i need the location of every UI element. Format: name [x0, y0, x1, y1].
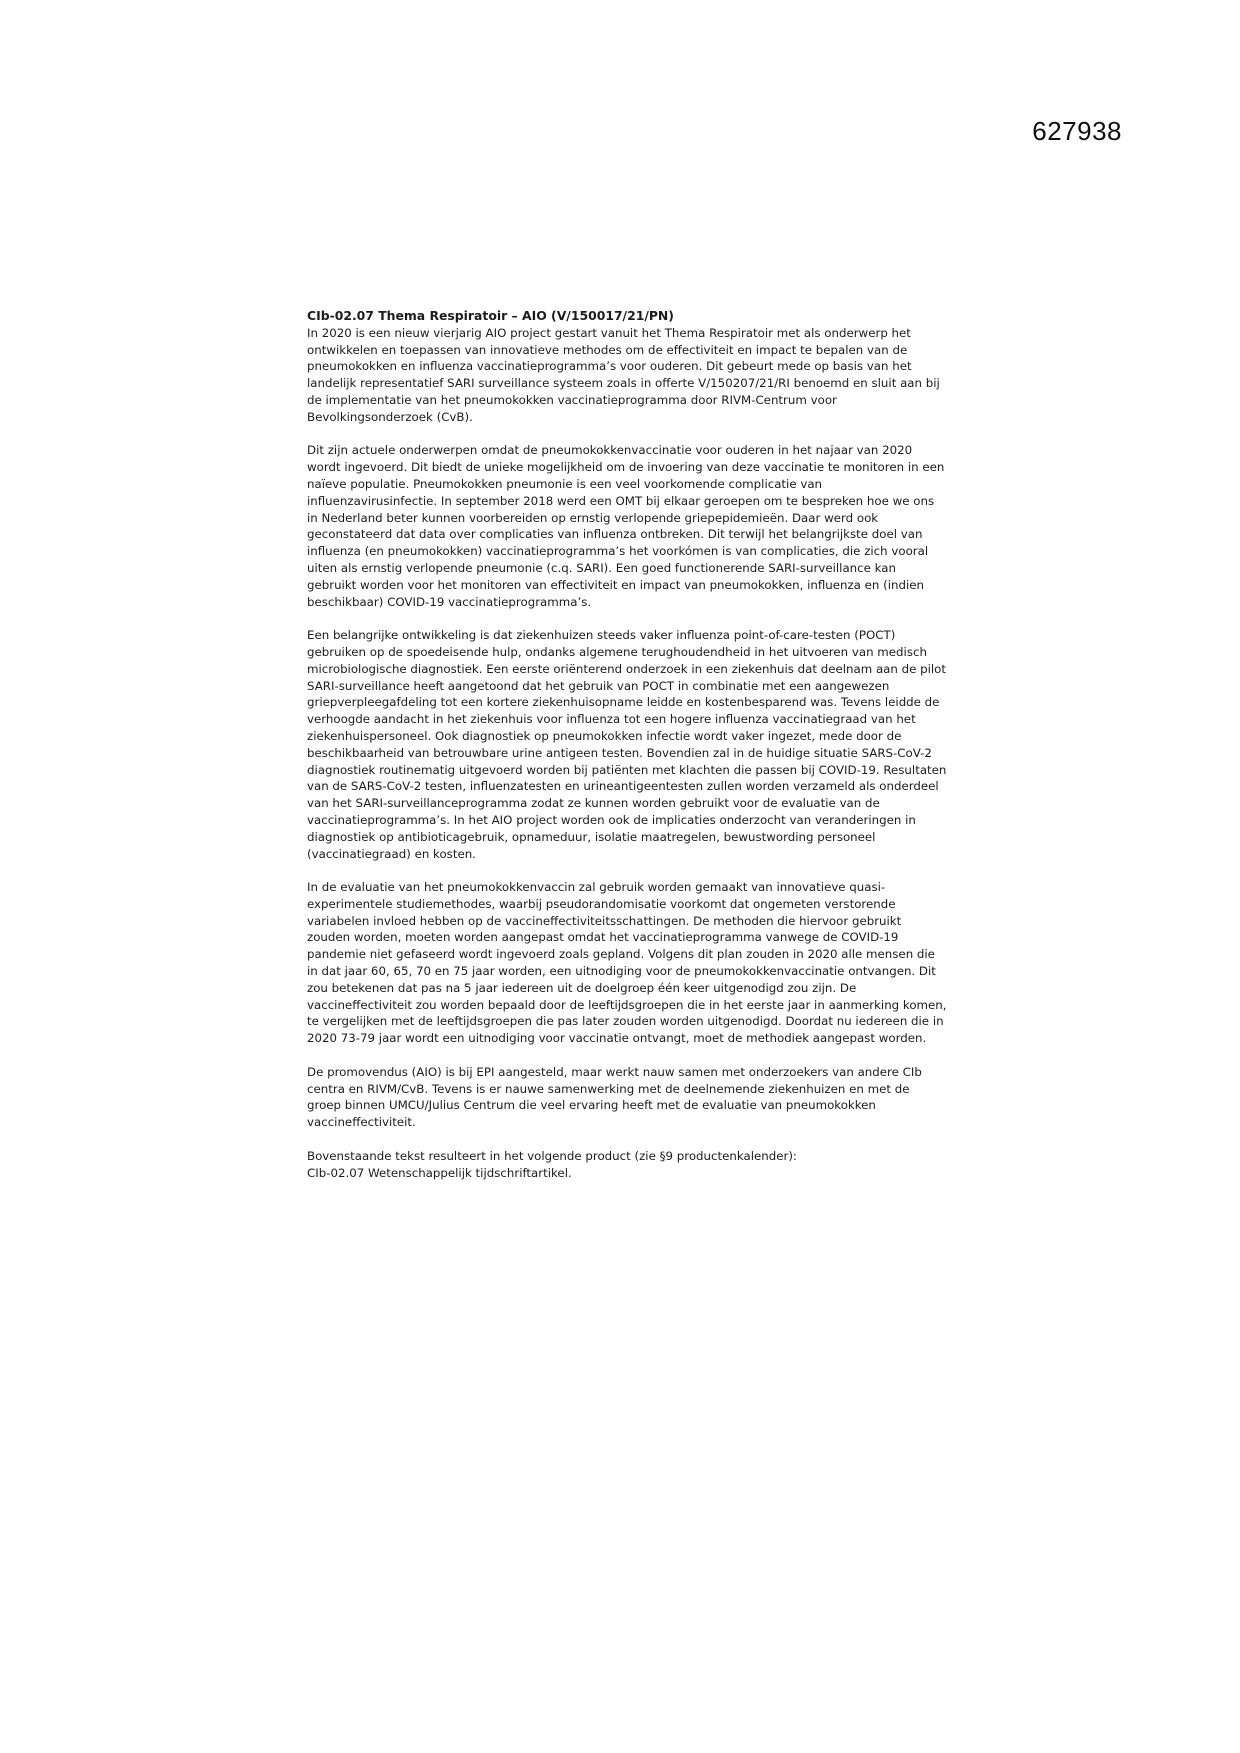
closing-line-article: CIb-02.07 Wetenschappelijk tijdschriftartikel. — [307, 1165, 572, 1180]
paragraph-collaboration: De promovendus (AIO) is bij EPI aangesteld, maar werkt nauw samen met onderzoekers van andere CIb centra en RIVM/CvB. Tevens is er nauwe samenwerking met de deelnemende ziekenhuizen en met de groep binnen UMCU/Julius Centrum die veel ervaring heeft met de evaluatie van pneumokokken vaccineffectiviteit. — [307, 1064, 922, 1130]
document-body — [307, 308, 947, 1181]
closing-line-product: Bovenstaande tekst resulteert in het volgende product (zie §9 productenkalender): — [307, 1148, 797, 1163]
paragraph-context: Dit zijn actuele onderwerpen omdat de pneumokokkenvaccinatie voor ouderen in het najaar van 2020 wordt ingevoerd. Dit biedt de unieke mogelijkheid om de invoering van deze vaccinatie te monitoren in een naïeve populatie. Pneumokokken pneumonie is een veel voorkomende complicatie van influenzavirusinfectie. In september 2018 werd een OMT bij elkaar geroepen om te bespreken hoe we ons in Nederland beter kunnen voorbereiden op ernstig verlopende griepepidemieën. Daar werd ook geconstateerd dat data over complicaties van influenza ontbreken. Dit terwijl het belangrijkste doel van influenza (en pneumokokken) vaccinatieprogramma’s het voorkómen is van complicaties, die zich vooral uiten als ernstig verlopende pneumonie (c.q. SARI). Een goed functionerende SARI-surveillance kan gebruikt worden voor het monitoren van effectiviteit en impact van pneumokokken, influenza en (indien beschikbaar) COVID-19 vaccinatieprogramma’s. — [307, 443, 945, 609]
paragraph-diagnostics: Een belangrijke ontwikkeling is dat ziekenhuizen steeds vaker influenza point-of-care-testen (POCT) gebruiken op de spoedeisende hulp, ondanks algemene terughoudendheid in het uitvoeren van medisch microbiologische diagnostiek. Een eerste oriënterend onderzoek in een ziekenhuis dat deelnam aan de pilot SARI-surveillance heeft aangetoond dat het gebruik van POCT in combinatie met een aangewezen griepverpleegafdeling tot een kortere ziekenhuisopname leidde en kostenbesparend was. Tevens leidde de verhoogde aandacht in het ziekenhuis voor influenza tot een hogere influenza vaccinatiegraad van het ziekenhuispersoneel. Ook diagnostiek op pneumokokken infectie wordt vaker ingezet, mede door de beschikbaarheid van betrouwbare urine antigeen testen. Bovendien zal in de huidige situatie SARS-CoV-2 diagnostiek routinematig uitgevoerd worden bij patiënten met klachten die passen bij COVID-19. Resultaten van de SARS-CoV-2 testen, influenzatesten en urineantigeentesten zullen worden verzameld als onderdeel van het SARI-surveillanceprogramma zodat ze kunnen worden gebruikt voor de evaluatie van de vaccinatieprogramma’s. In het AIO project worden ook de implicaties onderzocht van veranderingen in diagnostiek op antibioticagebruik, opnameduur, isolatie maatregelen, bewustwording personeel (vaccinatiegraad) en kosten. — [307, 628, 947, 861]
paragraph-evaluation: In de evaluatie van het pneumokokkenvaccin zal gebruik worden gemaakt van innovatieve quasi-experimentele studiemethodes, waarbij pseudorandomisatie voorkomt dat ongemeten verstorende variabelen invloed hebben op de vaccineffectiviteitsschattingen. De methoden die hiervoor gebruikt zouden worden, moeten worden aangepast omdat het vaccinatieprogramma vanwege de COVID-19 pandemie niet gefaseerd wordt ingevoerd zoals gepland. Volgens dit plan zouden in 2020 alle mensen die in dat jaar 60, 65, 70 en 75 jaar worden, een uitnodiging voor de pneumokokkenvaccinatie ontvangen. Dit zou betekenen dat pas na 5 jaar iedereen uit de doelgroep één keer uitgenodigd zou zijn. De vaccineffectiviteit zou worden bepaald door de leeftijdsgroepen die in het eerste jaar in aanmerking komen, te vergelijken met de leeftijdsgroepen die pas later zouden worden uitgenodigd. Doordat nu iedereen die in 2020 73-79 jaar wordt een uitnodiging voor vaccinatie ontvangt, moet de methodiek aangepast worden. — [307, 880, 947, 1046]
paragraph-intro: In 2020 is een nieuw vierjarig AIO project gestart vanuit het Thema Respiratoir met als onderwerp het ontwikkelen en toepassen van innovatieve methodes om de effectiviteit en impact te bepalen van de pneumokokken en influenza vaccinatieprogramma’s voor ouderen. Dit gebeurt mede op basis van het landelijk representatief SARI surveillance systeem zoals in offerte V/150207/21/RI benoemd en sluit aan bij de implementatie van het pneumokokken vaccinatieprogramma door RIVM-Centrum voor Bevolkingsonderzoek (CvB). — [307, 325, 940, 424]
document-number: 627938 — [1032, 116, 1122, 146]
section-title: CIb-02.07 Thema Respiratoir – AIO (V/150017/21/PN) — [307, 308, 674, 323]
